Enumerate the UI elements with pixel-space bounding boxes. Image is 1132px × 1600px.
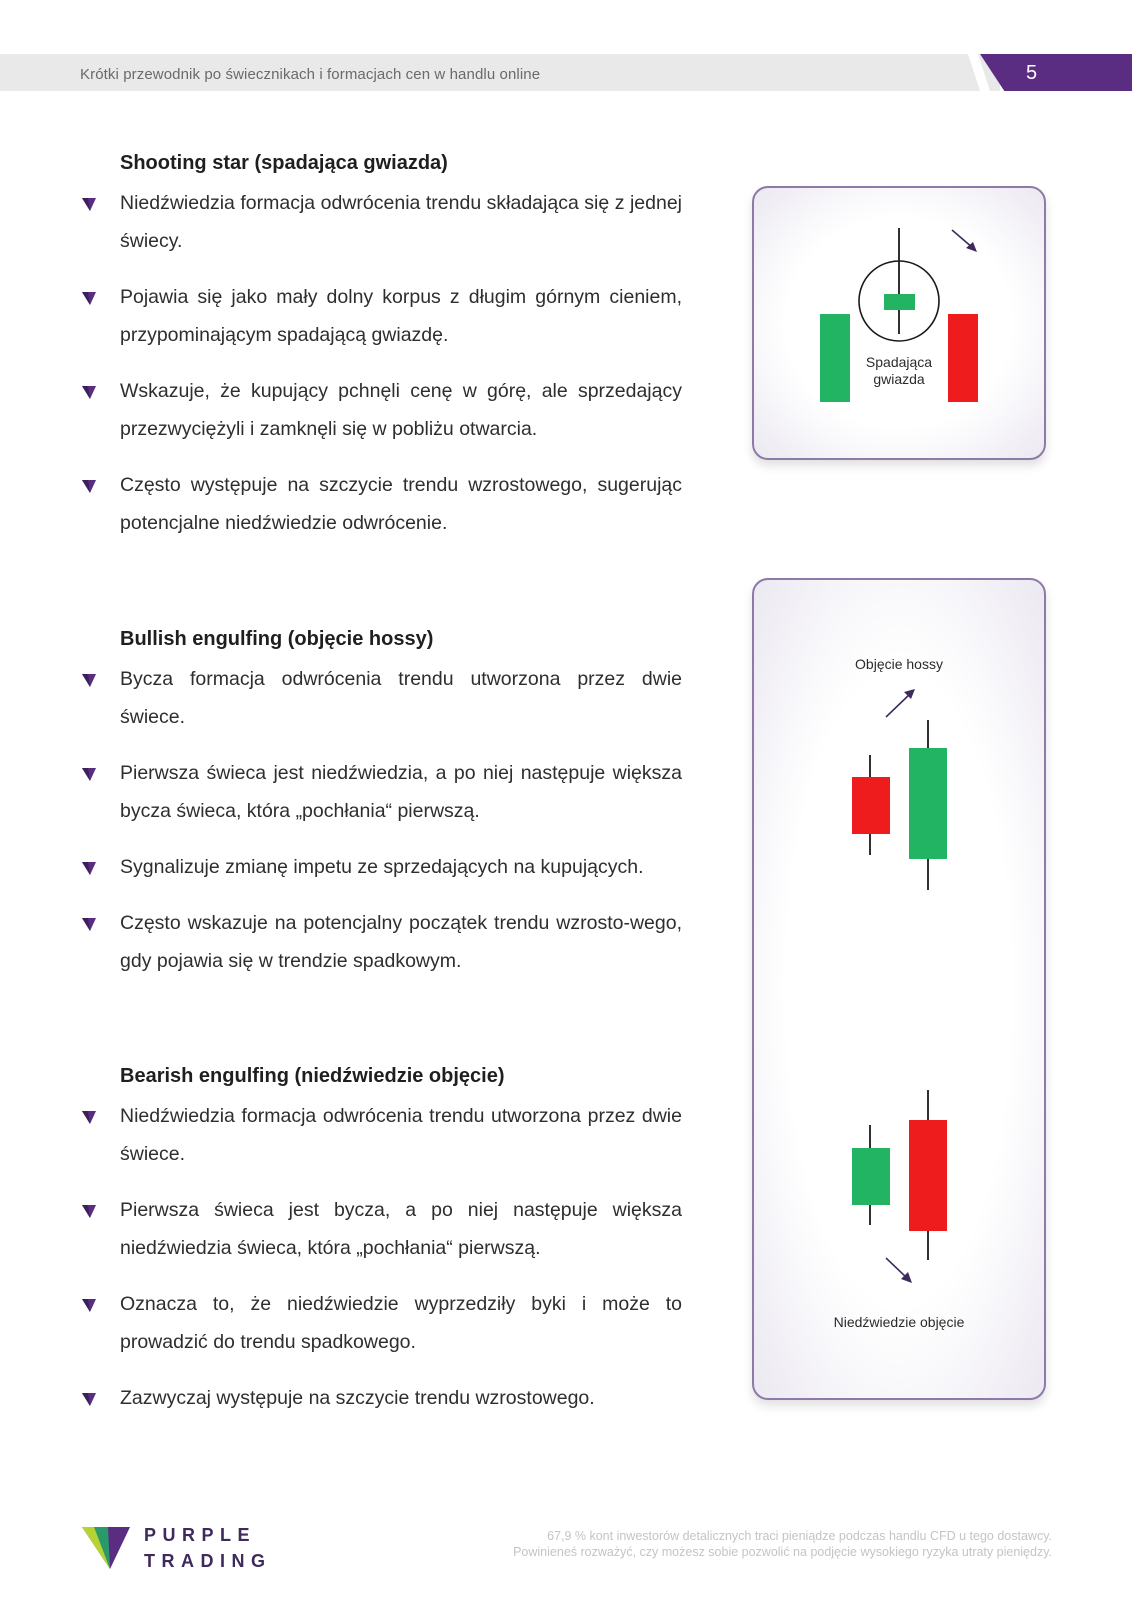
bullet-text: Sygnalizuje zmianę impetu ze sprzedających na kupujących.	[120, 856, 644, 878]
bullet-item	[80, 660, 682, 736]
triangle-bullet-icon	[82, 1392, 96, 1406]
bullet-item	[80, 1097, 682, 1173]
bullet-text: Niedźwiedzia formacja odwrócenia trendu utworzona przez dwie świece.	[120, 1105, 682, 1165]
shooting-star-label	[754, 354, 1044, 388]
bullet-item	[80, 372, 682, 448]
document-title: Krótki przewodnik po świecznikach i formacjach cen w handlu online	[80, 66, 541, 83]
bullet-item	[80, 848, 682, 886]
page-number-tab	[980, 54, 1132, 91]
logo-text-purple: PURPLE	[144, 1525, 257, 1545]
bullish-engulfing-label: Objęcie hossy	[855, 656, 943, 672]
bullet-item	[80, 184, 682, 260]
bullet-text: Pierwsza świeca jest bycza, a po niej następuje większa niedźwiedzia świeca, która „pochłania“ pierwszą.	[120, 1199, 682, 1259]
bearish-candle	[852, 777, 890, 834]
bullet-item	[80, 754, 682, 830]
disclaimer-line: 67,9 % kont inwestorów detalicznych traci pieniądze podczas handlu CFD u tego dostawcy.	[547, 1529, 1052, 1543]
shooting-star-candle	[884, 294, 915, 310]
bullish-candle	[852, 1148, 890, 1205]
triangle-bullet-icon	[82, 197, 96, 211]
triangle-bullet-icon	[82, 385, 96, 399]
bullet-text: Pojawia się jako mały dolny korpus z długim górnym cieniem, przypominającym spadającą gwiazdę.	[120, 286, 682, 346]
engulfing-card	[752, 578, 1046, 1400]
triangle-bullet-icon	[82, 767, 96, 781]
bullet-item	[80, 1191, 682, 1267]
bullet-text: Pierwsza świeca jest niedźwiedzia, a po niej następuje większa bycza świeca, która „pochłania“ pierwszą.	[120, 762, 682, 822]
triangle-bullet-icon	[82, 1204, 96, 1218]
up-arrow-icon	[886, 693, 911, 717]
page-number: 5	[1026, 62, 1038, 84]
section-bearish-engulfing	[80, 1063, 682, 1435]
triangle-bullet-icon	[82, 917, 96, 931]
section-title: Bullish engulfing (objęcie hossy)	[120, 628, 434, 650]
triangle-bullet-icon	[82, 479, 96, 493]
shooting-star-diagram	[754, 188, 1048, 462]
label-line: gwiazda	[873, 371, 925, 387]
disclaimer-line: Powinieneś rozważyć, czy możesz sobie pozwolić na podjęcie wysokiego ryzyka utraty pieniędzy.	[513, 1545, 1052, 1559]
bullet-item	[80, 278, 682, 354]
bullet-item	[80, 904, 682, 980]
bullet-text: Niedźwiedzia formacja odwrócenia trendu składająca się z jednej świecy.	[120, 192, 682, 252]
triangle-bullet-icon	[82, 1110, 96, 1124]
bullet-text: Wskazuje, że kupujący pchnęli cenę w górę, ale sprzedający przezwyciężyli i zamknęli się w pobliżu otwarcia.	[120, 380, 682, 440]
bullet-text: Zazwyczaj występuje na szczycie trendu wzrostowego.	[120, 1387, 595, 1409]
risk-disclaimer	[412, 1528, 1052, 1560]
logo-text-trading: TRADING	[144, 1551, 272, 1571]
engulfing-diagram	[754, 580, 1048, 1402]
bullet-item	[80, 466, 682, 542]
section-title: Bearish engulfing (niedźwiedzie objęcie)	[120, 1065, 505, 1087]
bullet-text: Oznacza to, że niedźwiedzie wyprzedziły byki i może to prowadzić do trendu spadkowego.	[120, 1293, 682, 1353]
down-arrow-icon	[886, 1258, 907, 1278]
bullet-text: Często wskazuje na potencjalny początek trendu wzrosto-wego, gdy pojawia się w trendzie spadkowym.	[120, 912, 682, 972]
bullet-text: Bycza formacja odwrócenia trendu utworzona przez dwie świece.	[120, 668, 682, 728]
section-title: Shooting star (spadająca gwiazda)	[120, 152, 448, 174]
triangle-bullet-icon	[82, 1298, 96, 1312]
triangle-bullet-icon	[82, 673, 96, 687]
shooting-star-card	[752, 186, 1046, 460]
bullish-engulfing-candle	[909, 748, 947, 859]
triangle-bullet-icon	[82, 861, 96, 875]
section-shooting-star	[80, 150, 682, 560]
bullet-text: Często występuje na szczycie trendu wzrostowego, sugerując potencjalne niedźwiedzie odwrócenie.	[120, 474, 682, 534]
bullet-item	[80, 1285, 682, 1361]
bearish-engulfing-candle	[909, 1120, 947, 1231]
bullet-item	[80, 1379, 682, 1417]
section-bullish-engulfing	[80, 626, 682, 998]
bearish-engulfing-label: Niedźwiedzie objęcie	[833, 1314, 965, 1330]
label-line: Spadająca	[865, 354, 933, 370]
triangle-bullet-icon	[82, 291, 96, 305]
